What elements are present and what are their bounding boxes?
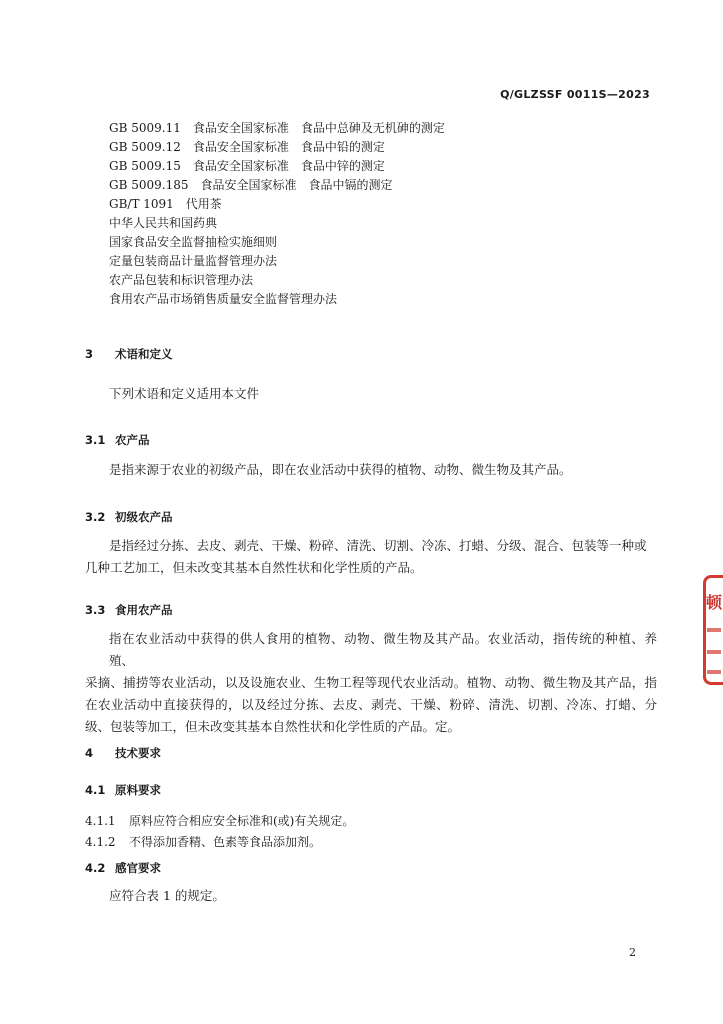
section-title: 技术要求 <box>115 746 161 760</box>
section-number: 4.1 <box>85 783 106 797</box>
section-title: 初级农产品 <box>115 510 173 524</box>
document-id: Q/GLZSSF 0011S—2023 <box>500 88 650 101</box>
reference-item: 食用农产品市场销售质量安全监督管理办法 <box>109 292 338 306</box>
reference-item: 国家食品安全监督抽检实施细则 <box>109 235 278 249</box>
seal-stamp-mark <box>707 650 721 654</box>
section-3-3-text <box>85 628 657 738</box>
section-title: 感官要求 <box>115 861 161 875</box>
section-number: 3.1 <box>85 433 106 447</box>
section-title: 农产品 <box>115 433 150 447</box>
paragraph-first-line: 是指经过分拣、去皮、剥壳、干燥、粉碎、清洗、切割、冷冻、打蜡、分级、混合、包装等一种或 <box>109 538 647 553</box>
section-3-intro: 下列术语和定义适用本文件 <box>109 386 260 401</box>
section-title: 食用农产品 <box>115 603 173 617</box>
section-4-2-heading <box>85 860 161 876</box>
section-4-heading <box>85 745 161 761</box>
normative-references-list <box>109 119 445 309</box>
clause-number: 4.1.2 <box>85 835 116 849</box>
section-number: 3 <box>85 347 94 361</box>
section-3-1-heading <box>85 432 150 448</box>
reference-item: 中华人民共和国药典 <box>109 216 218 230</box>
reference-item: GB 5009.185 食品安全国家标准 食品中镉的测定 <box>109 178 393 192</box>
reference-item: GB/T 1091 代用茶 <box>109 197 222 211</box>
seal-stamp-glyph: 顿 <box>706 593 723 612</box>
section-3-2-heading <box>85 509 173 525</box>
paragraph-rest: 几种工艺加工，但未改变其基本自然性状和化学性质的产品。 <box>85 560 423 575</box>
seal-stamp-mark <box>707 670 721 674</box>
section-number: 3.3 <box>85 603 106 617</box>
clause-number: 4.1.1 <box>85 814 116 828</box>
section-4-2-text: 应符合表 1 的规定。 <box>109 888 225 903</box>
section-3-heading <box>85 346 173 362</box>
section-title: 术语和定义 <box>115 347 173 361</box>
reference-item: GB 5009.12 食品安全国家标准 食品中铅的测定 <box>109 140 385 154</box>
paragraph-rest: 采摘、捕捞等农业活动，以及设施农业、生物工程等现代农业活动。植物、动物、微生物及其产品，指在农业活动中直接获得的，以及经过分拣、去皮、剥壳、干燥、粉碎、清洗、切割、冷冻、打蜡、分级、包装等加工，但未改变其基本自然性状和化学性质的产品。定。 <box>85 675 657 734</box>
section-title: 原料要求 <box>115 783 161 797</box>
section-number: 3.2 <box>85 510 106 524</box>
reference-item: GB 5009.11 食品安全国家标准 食品中总砷及无机砷的测定 <box>109 121 445 135</box>
clause-4-1-2 <box>85 833 321 850</box>
clause-4-1-1 <box>85 812 354 829</box>
reference-item: 农产品包装和标识管理办法 <box>109 273 254 287</box>
clause-text: 不得添加香精、色素等食品添加剂。 <box>129 835 322 849</box>
section-3-1-text: 是指来源于农业的初级产品，即在农业活动中获得的植物、动物、微生物及其产品。 <box>109 462 572 477</box>
reference-item: 定量包装商品计量监督管理办法 <box>109 254 278 268</box>
reference-item: GB 5009.15 食品安全国家标准 食品中锌的测定 <box>109 159 385 173</box>
paragraph-first-line: 指在农业活动中获得的供人食用的植物、动物、微生物及其产品。农业活动，指传统的种植、养殖、 <box>109 631 657 668</box>
page-number: 2 <box>629 946 636 959</box>
section-4-1-heading <box>85 782 161 798</box>
section-number: 4 <box>85 746 94 760</box>
clause-text: 原料应符合相应安全标准和(或)有关规定。 <box>129 814 355 828</box>
section-3-2-text <box>85 535 657 579</box>
section-number: 4.2 <box>85 861 106 875</box>
section-3-3-heading <box>85 602 173 618</box>
seal-stamp-mark <box>707 628 721 632</box>
